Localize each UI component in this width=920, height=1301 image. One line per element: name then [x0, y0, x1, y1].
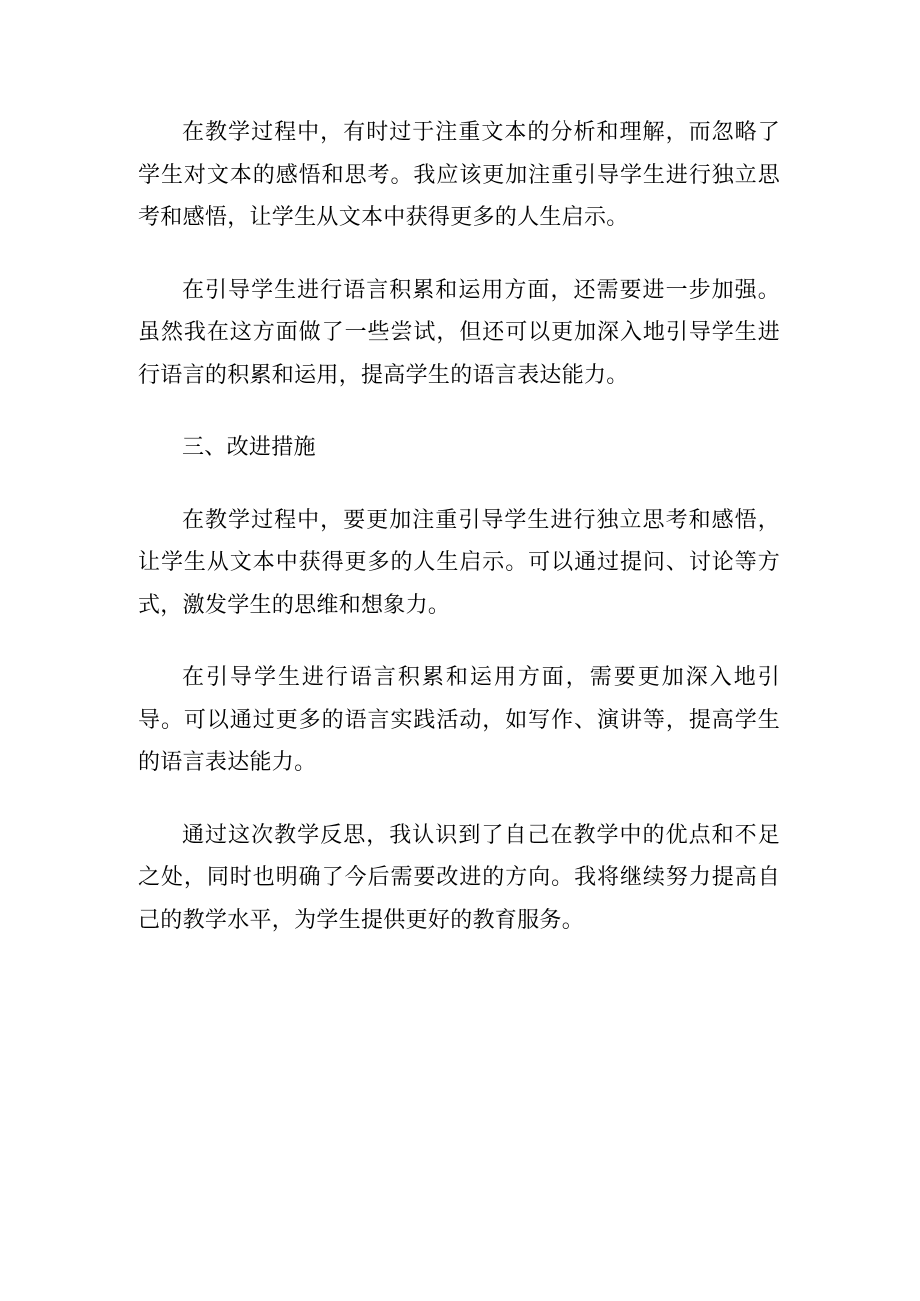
document-body — [138, 112, 780, 972]
body-paragraph: 在引导学生进行语言积累和运用方面，需要更加深入地引导。可以通过更多的语言实践活动，如写作、演讲等，提高学生的语言表达能力。 — [138, 665, 780, 775]
body-paragraph: 通过这次教学反思，我认识到了自己在教学中的优点和不足之处，同时也明确了今后需要改进的方向。我将继续努力提高自己的教学水平，为学生提供更好的教育服务。 — [138, 822, 780, 933]
body-paragraph: 在教学过程中，有时过于注重文本的分析和理解，而忽略了学生对文本的感悟和思考。我应该更加注重引导学生进行独立思考和感悟，让学生从文本中获得更多的人生启示。 — [138, 120, 780, 230]
section-heading: 三、改进措施 — [182, 435, 316, 460]
body-paragraph: 在引导学生进行语言积累和运用方面，还需要进一步加强。虽然我在这方面做了一些尝试，但还可以更加深入地引导学生进行语言的积累和运用，提高学生的语言表达能力。 — [138, 277, 780, 388]
body-paragraph: 在教学过程中，要更加注重引导学生进行独立思考和感悟，让学生从文本中获得更多的人生启示。可以通过提问、讨论等方式，激发学生的思维和想象力。 — [138, 507, 780, 618]
